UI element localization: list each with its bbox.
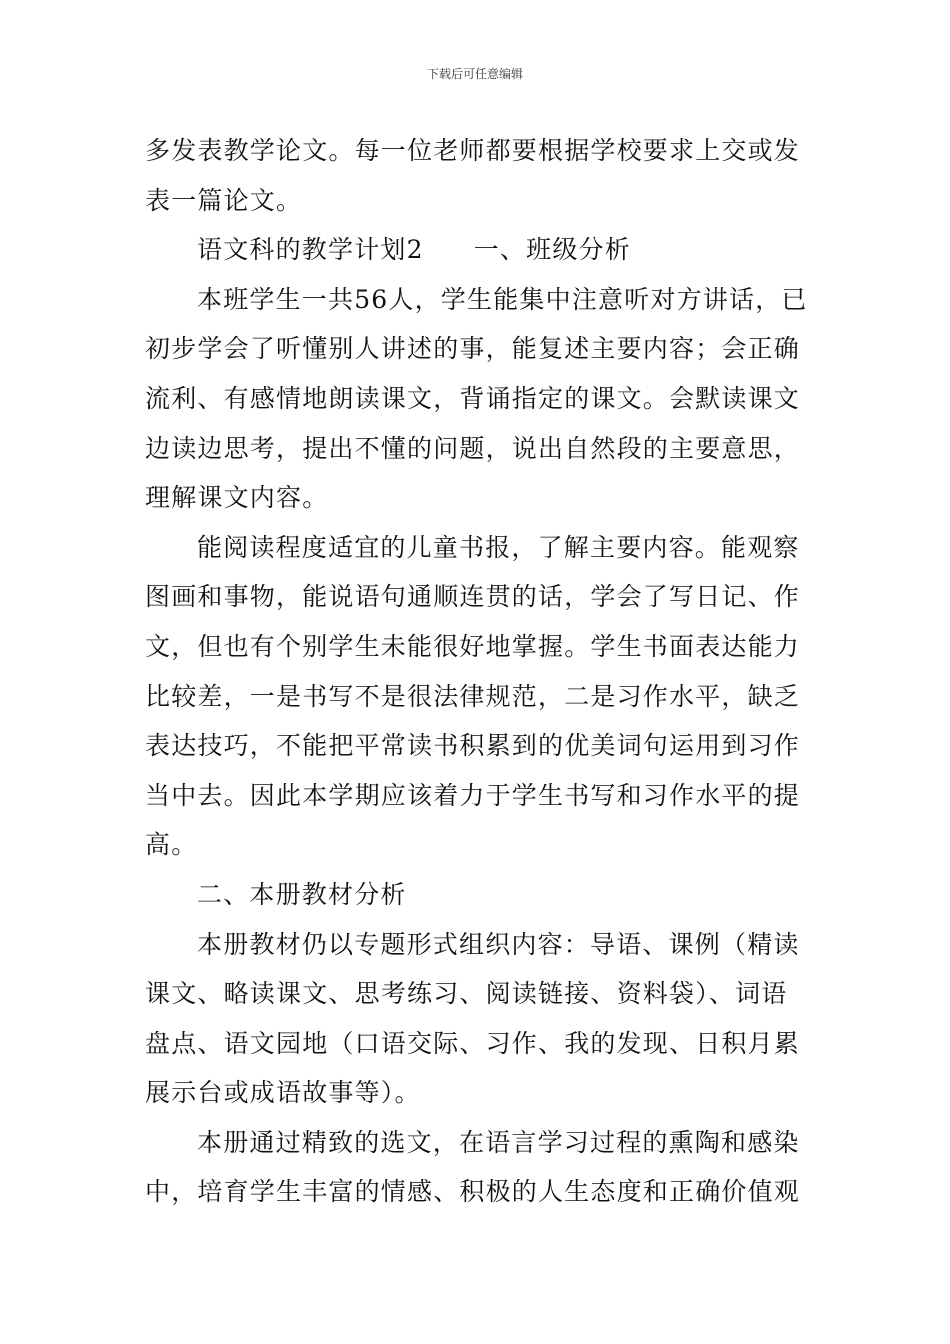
paragraph-first-line: 本班学生一共56人，学生能集中注意听对方讲话，已 [197, 284, 808, 314]
text-line: 比较差，一是书写不是很法律规范，二是习作水平，缺乏 [145, 681, 801, 711]
section-heading-line [145, 225, 810, 275]
text-line: 高。 [145, 830, 198, 860]
text-line: 表达技巧，不能把平常读书积累到的优美词句运用到习作 [145, 731, 801, 761]
text-line: 当中去。因此本学期应该着力于学生书写和习作水平的提 [145, 780, 801, 810]
text-line: 表一篇论文。 [145, 185, 303, 215]
section-heading: 一、班级分析 [473, 235, 631, 265]
text-line: 文，但也有个别学生未能很好地掌握。学生书面表达能力 [145, 631, 801, 661]
text-line: 边读边思考，提出不懂的问题，说出自然段的主要意思， [145, 433, 801, 463]
paragraph-first-line: 本册通过精致的选文，在语言学习过程的熏陶和感染 [197, 1127, 800, 1157]
page-header: 下载后可任意编辑 [426, 67, 523, 81]
text-line: 盘点、语文园地（口语交际、习作、我的发现、日积月累 [145, 1028, 801, 1058]
text-line: 展示台或成语故事等）。 [145, 1078, 421, 1108]
plan-title: 语文科的教学计划2 [197, 235, 424, 265]
text-line: 中，培育学生丰富的情感、积极的人生态度和正确价值观 [145, 1177, 801, 1207]
text-line: 流利、有感情地朗读课文，背诵指定的课文。会默读课文 [145, 383, 801, 413]
text-line: 初步学会了听懂别人讲述的事，能复述主要内容；会正确 [145, 334, 801, 364]
paragraph-first-line: 能阅读程度适宜的儿童书报，了解主要内容。能观察 [197, 532, 800, 562]
section-heading: 二、本册教材分析 [197, 879, 407, 909]
text-line: 多发表教学论文。每一位老师都要根据学校要求上交或发 [145, 136, 801, 165]
text-line: 课文、略读课文、思考练习、阅读链接、资料袋）、词语 [145, 979, 788, 1009]
text-line: 理解课文内容。 [145, 483, 329, 513]
paragraph-first-line: 本册教材仍以专题形式组织内容：导语、课例（精读 [197, 929, 800, 959]
text-line: 图画和事物，能说语句通顺连贯的话，学会了写日记、作 [145, 582, 801, 612]
document-body [145, 126, 810, 1217]
